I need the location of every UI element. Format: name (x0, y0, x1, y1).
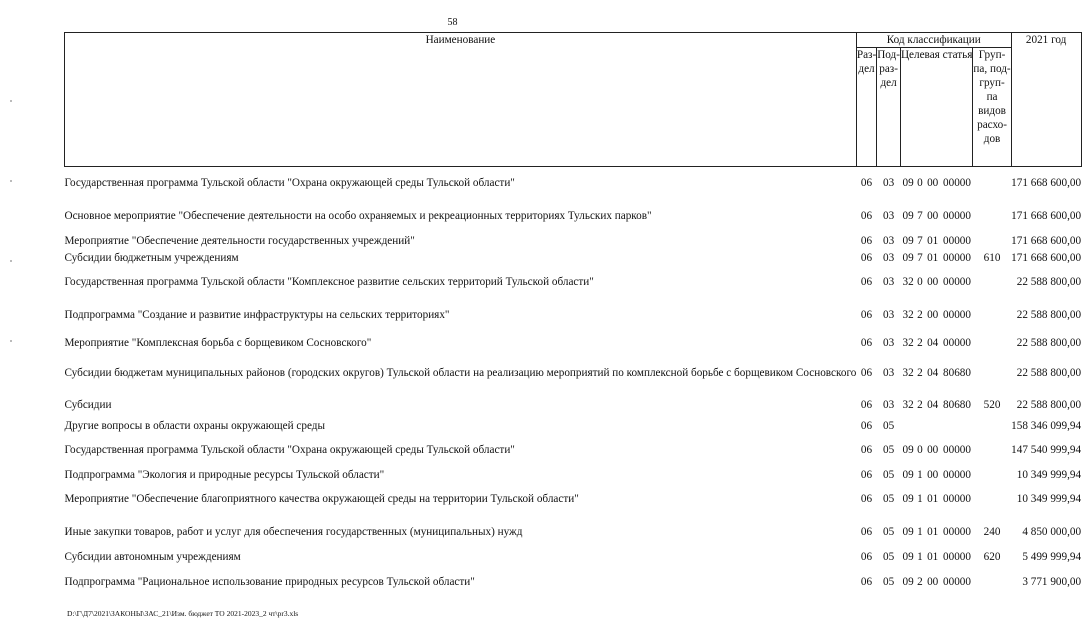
row-amount: 171 668 600,00 (1011, 251, 1082, 264)
row-article-direction: 80680 (943, 367, 971, 379)
row-podrazdel: 03 (882, 210, 895, 222)
row-podrazdel: 05 (882, 419, 895, 432)
row-amount: 171 668 600,00 (1011, 177, 1082, 190)
table-row (65, 434, 1082, 467)
row-vid (973, 467, 1011, 483)
row-article-event: 04 (927, 336, 939, 349)
row-article-program: 09 (902, 575, 914, 588)
row-article-direction: 00000 (943, 551, 971, 563)
row-razdel: 06 (860, 336, 873, 349)
row-amount: 22 588 800,00 (1016, 399, 1082, 411)
row-razdel: 06 (860, 367, 873, 379)
row-article-program: 09 (902, 235, 914, 247)
row-article-event: 01 (927, 235, 939, 247)
table-header (65, 33, 1082, 167)
row-article-program: 09 (902, 493, 914, 505)
table-row (65, 167, 1082, 200)
row-name: Мероприятие "Обеспечение благоприятного качества окружающей среды на территории Тульской области" (64, 493, 579, 505)
row-article-subprogram: 1 (917, 551, 923, 563)
row-article-event: 04 (927, 399, 939, 411)
row-article-subprogram: 2 (917, 575, 923, 588)
row-name: Государственная программа Тульской области "Комплексное развитие сельских территорий Тульской области" (64, 276, 594, 288)
row-podrazdel: 05 (882, 575, 895, 588)
table-row (65, 418, 1082, 434)
row-vid: 520 (983, 399, 1001, 411)
table-row (65, 467, 1082, 483)
budget-table (64, 32, 1082, 598)
row-vid: 240 (983, 526, 1001, 538)
row-article-event: 01 (927, 493, 939, 505)
row-article-event: 00 (927, 276, 939, 288)
row-podrazdel: 03 (882, 235, 895, 247)
row-article-event: 00 (927, 444, 939, 456)
row-vid: 610 (983, 251, 1001, 264)
row-article-direction: 00000 (943, 575, 971, 588)
row-article-event: 00 (927, 575, 939, 588)
row-podrazdel: 03 (882, 367, 895, 379)
table-row (65, 250, 1082, 266)
row-article-direction: 00000 (943, 276, 971, 288)
page-number: 58 (447, 17, 458, 28)
row-name: Субсидии бюджетам муниципальных районов (городских округов) Тульской области на реализацию мероприятий по комплексной борьбе с борщевиком Сосновского (64, 367, 857, 379)
row-article-program: 09 (902, 468, 914, 481)
row-name: Субсидии автономным учреждениям (64, 551, 241, 563)
row-article-program: 09 (902, 526, 914, 538)
table-row (65, 354, 1082, 393)
row-razdel: 06 (860, 468, 873, 481)
margin-mark (10, 100, 12, 102)
row-article-event: 04 (927, 367, 939, 379)
row-podrazdel: 05 (882, 551, 895, 563)
row-razdel: 06 (860, 419, 873, 432)
row-name: Основное мероприятие "Обеспечение деятельности на особо охраняемых и рекреационных территориях Тульских парков" (64, 210, 652, 222)
row-podrazdel: 03 (882, 399, 895, 411)
row-vid (973, 354, 1011, 393)
row-article-subprogram: 0 (917, 177, 923, 190)
row-article-event (924, 418, 941, 434)
row-article-subprogram: 0 (917, 444, 923, 456)
table-row (65, 266, 1082, 299)
footer-file-path: D:\Г\Д7\2021\ЗАКОНЫ\ЗАС_21\Изм. бюджет ТО 2021-2023_2 чт\pr3.xls (67, 609, 299, 618)
row-podrazdel: 05 (882, 468, 895, 481)
row-podrazdel: 03 (882, 309, 895, 321)
row-vid (973, 233, 1011, 250)
margin-mark (10, 260, 12, 262)
header-podrazdel: Под- раз- дел (877, 48, 901, 167)
row-amount: 10 349 999,94 (1016, 468, 1082, 481)
row-article-direction: 00000 (943, 235, 971, 247)
row-article-direction: 80680 (943, 399, 971, 411)
row-article-direction: 00000 (943, 493, 971, 505)
row-razdel: 06 (860, 309, 873, 321)
header-target-article: Целевая статья (900, 48, 972, 167)
row-amount: 10 349 999,94 (1016, 493, 1082, 505)
table-body (65, 167, 1082, 598)
row-article-direction: 00000 (943, 468, 971, 481)
row-article-program: 09 (902, 177, 914, 190)
row-article-subprogram: 7 (917, 235, 923, 247)
row-razdel: 06 (860, 493, 873, 505)
row-vid (973, 266, 1011, 299)
table-row (65, 549, 1082, 566)
row-amount: 5 499 999,94 (1022, 551, 1082, 563)
row-article-program: 32 (902, 309, 914, 321)
row-article-direction: 00000 (943, 444, 971, 456)
row-podrazdel: 03 (882, 251, 895, 264)
row-name: Субсидии (64, 399, 112, 411)
row-article-event: 01 (927, 526, 939, 538)
row-razdel: 06 (860, 575, 873, 588)
row-razdel: 06 (860, 551, 873, 563)
table-row (65, 516, 1082, 549)
row-article-program: 32 (902, 367, 914, 379)
row-razdel: 06 (860, 235, 873, 247)
header-vid-group: Груп- па, под- груп- па видов расхо- дов (973, 48, 1011, 167)
row-podrazdel: 03 (882, 336, 895, 349)
row-amount: 158 346 099,94 (1011, 419, 1082, 432)
row-article-program: 09 (902, 551, 914, 563)
row-article-program: 09 (902, 251, 914, 264)
row-razdel: 06 (860, 177, 873, 190)
row-article-program: 32 (902, 276, 914, 288)
row-razdel: 06 (860, 251, 873, 264)
margin-mark (10, 180, 12, 182)
row-article-subprogram: 2 (917, 309, 923, 321)
row-vid (973, 299, 1011, 332)
row-amount: 171 668 600,00 (1011, 235, 1082, 247)
table-row (65, 332, 1082, 354)
row-article-event: 01 (927, 551, 939, 563)
row-amount: 22 588 800,00 (1016, 276, 1082, 288)
row-article-subprogram (916, 418, 925, 434)
row-podrazdel: 05 (882, 526, 895, 538)
row-amount: 22 588 800,00 (1016, 309, 1082, 321)
row-article-event: 00 (927, 177, 939, 190)
row-name: Мероприятие "Комплексная борьба с борщевиком Сосновского" (64, 336, 372, 349)
table-row (65, 299, 1082, 332)
row-article-direction: 00000 (943, 309, 971, 321)
row-vid: 620 (983, 551, 1001, 563)
row-article-program: 09 (902, 444, 914, 456)
row-razdel: 06 (860, 210, 873, 222)
row-vid (973, 483, 1011, 516)
header-year: 2021 год (1011, 33, 1081, 167)
row-name: Государственная программа Тульской области "Охрана окружающей среды Тульской области" (64, 444, 515, 456)
row-name: Государственная программа Тульской области "Охрана окружающей среды Тульской области" (64, 177, 515, 190)
row-article-program (900, 418, 915, 434)
row-podrazdel: 03 (882, 177, 895, 190)
row-article-event: 00 (927, 468, 939, 481)
row-article-direction: 00000 (943, 177, 971, 190)
row-article-subprogram: 2 (917, 399, 923, 411)
row-amount: 4 850 000,00 (1022, 526, 1082, 538)
row-article-event: 01 (927, 251, 939, 264)
header-code-classification: Код классификации (856, 33, 1011, 48)
row-article-subprogram: 1 (917, 526, 923, 538)
row-vid (973, 566, 1011, 598)
row-amount: 22 588 800,00 (1016, 367, 1082, 379)
row-name: Иные закупки товаров, работ и услуг для обеспечения государственных (муниципальных) нужд (64, 526, 523, 538)
row-vid (973, 167, 1011, 200)
row-amount: 3 771 900,00 (1022, 575, 1082, 588)
row-vid (973, 434, 1011, 467)
table-row (65, 200, 1082, 233)
row-vid (973, 200, 1011, 233)
row-article-subprogram: 7 (917, 210, 923, 222)
row-article-subprogram: 1 (917, 468, 923, 481)
row-name: Субсидии бюджетным учреждениям (64, 251, 239, 264)
row-article-subprogram: 0 (917, 276, 923, 288)
row-razdel: 06 (860, 444, 873, 456)
row-article-direction: 00000 (943, 251, 971, 264)
row-razdel: 06 (860, 276, 873, 288)
row-podrazdel: 05 (882, 493, 895, 505)
row-amount: 147 540 999,94 (1011, 444, 1082, 456)
row-amount: 22 588 800,00 (1016, 336, 1082, 349)
row-article-subprogram: 2 (917, 336, 923, 349)
row-podrazdel: 03 (882, 276, 895, 288)
table-row (65, 483, 1082, 516)
row-name: Подпрограмма "Рациональное использование природных ресурсов Тульской области" (64, 575, 475, 588)
row-article-program: 32 (902, 399, 914, 411)
row-amount: 171 668 600,00 (1011, 210, 1082, 222)
row-article-direction (941, 418, 973, 434)
row-article-subprogram: 7 (917, 251, 923, 264)
table-row (65, 393, 1082, 418)
row-article-direction: 00000 (943, 526, 971, 538)
row-razdel: 06 (860, 399, 873, 411)
row-name: Мероприятие "Обеспечение деятельности государственных учреждений" (64, 235, 415, 247)
row-razdel: 06 (860, 526, 873, 538)
row-vid (973, 418, 1011, 434)
table-row (65, 233, 1082, 250)
row-article-event: 00 (927, 309, 939, 321)
table-row (65, 566, 1082, 598)
row-article-event: 00 (927, 210, 939, 222)
row-article-direction: 00000 (943, 336, 971, 349)
margin-mark (10, 340, 12, 342)
header-razdel: Раз- дел (856, 48, 876, 167)
row-name: Подпрограмма "Создание и развитие инфраструктуры на сельских территориях" (64, 309, 450, 321)
row-article-subprogram: 1 (917, 493, 923, 505)
row-article-direction: 00000 (943, 210, 971, 222)
header-name: Наименование (65, 33, 857, 167)
row-name: Другие вопросы в области охраны окружающей среды (64, 419, 326, 432)
row-article-program: 09 (902, 210, 914, 222)
row-article-subprogram: 2 (917, 367, 923, 379)
row-vid (973, 332, 1011, 354)
row-name: Подпрограмма "Экология и природные ресурсы Тульской области" (64, 468, 385, 481)
row-article-program: 32 (902, 336, 914, 349)
row-podrazdel: 05 (882, 444, 895, 456)
